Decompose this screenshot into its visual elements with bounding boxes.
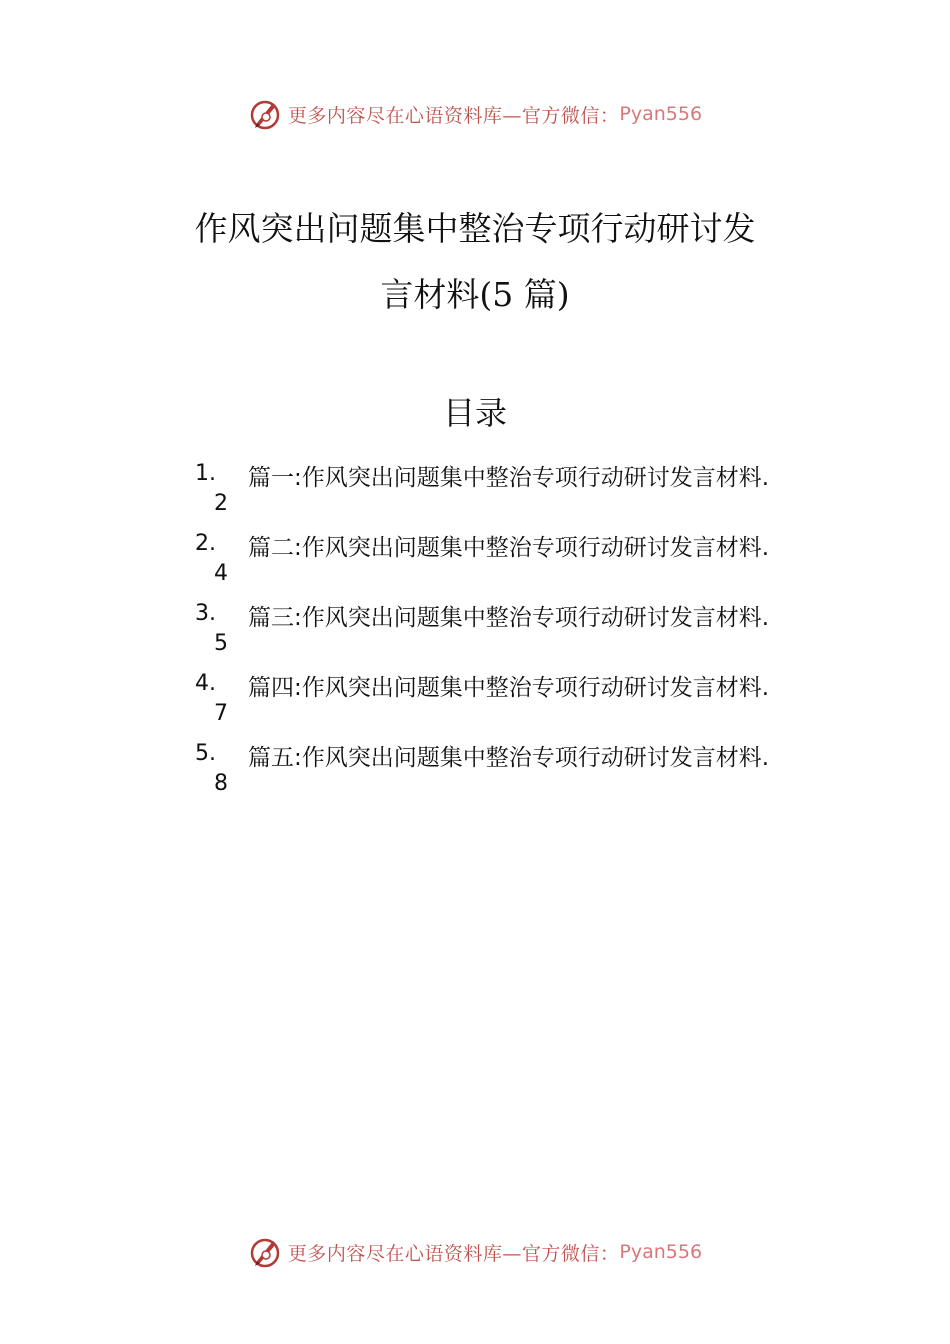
pen-circle-icon — [248, 1235, 282, 1269]
toc-item-label[interactable]: 篇一:作风突出问题集中整治专项行动研讨发言材料. — [248, 465, 770, 491]
toc-heading: 目录 — [442, 394, 507, 432]
toc-item-number: 1. — [195, 461, 216, 486]
footer-banner — [0, 1232, 950, 1272]
toc-item[interactable] — [190, 666, 840, 736]
toc-item-label[interactable]: 篇五:作风突出问题集中整治专项行动研讨发言材料. — [248, 745, 770, 771]
toc-item-page: 4 — [214, 561, 228, 586]
toc-item-number: 5. — [195, 741, 216, 766]
pen-circle-icon — [248, 97, 282, 131]
toc-item-label[interactable]: 篇四:作风突出问题集中整治专项行动研讨发言材料. — [248, 675, 770, 701]
banner-wechat-id: Pyan556 — [619, 103, 703, 125]
header-banner — [0, 94, 950, 134]
banner-text: 更多内容尽在心语资料库—官方微信： — [287, 1242, 620, 1265]
toc-item-number: 2. — [195, 531, 216, 556]
toc-item[interactable] — [190, 736, 840, 806]
toc-item[interactable] — [190, 596, 840, 666]
toc-item-number: 4. — [195, 671, 216, 696]
title-line-1: 作风突出问题集中整治专项行动研讨发 — [194, 209, 756, 248]
banner-text: 更多内容尽在心语资料库—官方微信： — [287, 104, 620, 127]
toc-item[interactable] — [190, 526, 840, 596]
toc-item-label[interactable]: 篇三:作风突出问题集中整治专项行动研讨发言材料. — [248, 605, 770, 631]
toc-item-page: 8 — [214, 771, 228, 796]
toc-item-page: 2 — [214, 491, 228, 516]
toc-list — [190, 456, 840, 806]
banner-wechat-id: Pyan556 — [619, 1241, 703, 1263]
toc-item-page: 5 — [214, 631, 228, 656]
title-line-2: 言材料(5 篇) — [380, 275, 570, 314]
toc-item-number: 3. — [195, 601, 216, 626]
toc-item-label[interactable]: 篇二:作风突出问题集中整治专项行动研讨发言材料. — [248, 535, 770, 561]
toc-item-page: 7 — [214, 701, 228, 726]
toc-item[interactable] — [190, 456, 840, 526]
document-title — [0, 196, 950, 328]
